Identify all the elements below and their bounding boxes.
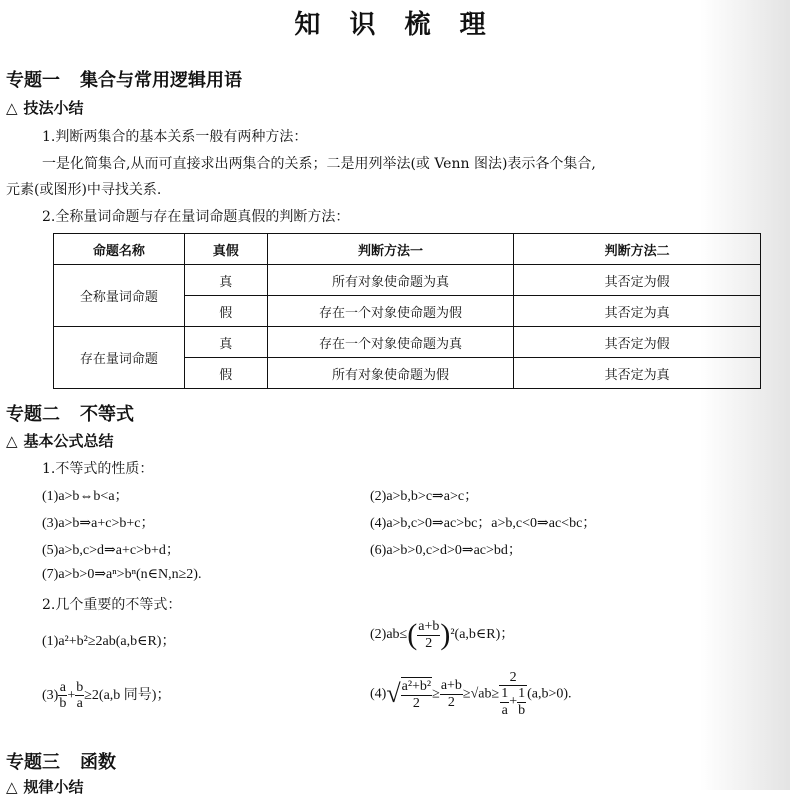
method-2-cell: 其否定为假 [514,265,761,296]
ineq4-sqrt-box [401,677,433,711]
topic-2-number: 专题二 [6,404,60,425]
truth-cell: 真 [184,265,267,296]
ineq4-ge-2: ≥√ab≥ [462,686,500,702]
topic-1-line-2: 一是化简集合,从而可直接求出两集合的关系；二是用列举法(或 Venn 图法)表示各个集合, [42,156,596,172]
header-method-2: 判断方法二 [514,234,761,265]
topic-3-sub-label: 规律小结 [23,778,84,796]
topic-2-name: 不等式 [80,404,134,425]
truth-cell: 假 [184,358,267,389]
triangle-icon: △ [6,99,18,117]
method-1-cell: 存在一个对象使命题为假 [267,296,514,327]
topic-3-subheading [6,776,84,797]
ineq4-hm-den [499,686,527,718]
method-1-cell: 所有对象使命题为假 [267,358,514,389]
ineq4-sq-den: 2 [412,695,420,711]
table-row [54,265,761,296]
ineq3-num-1: a [59,680,66,695]
property-5: (5)a>b,c>d⇒a+c>b+d； [42,543,180,558]
property-6: (6)a>b>0,c>d>0⇒ac>bd； [370,543,522,558]
topic-1-subheading [6,97,84,118]
ineq4-hm-plus: + [509,694,518,710]
ineq2-suffix: ²(a,b∈R)； [450,627,515,643]
ineq3-fraction-a [58,680,67,712]
property-2: (2)a>b,b>c⇒a>c； [370,489,479,504]
property-1: (1)a>b⇔b<a； [42,489,129,504]
ineq3-num-2: b [76,680,84,695]
topic-3-heading [6,748,116,774]
ineq2-prefix: (2)ab≤ [370,627,408,643]
ineq4-hm-d2n: 1 [518,686,526,702]
inequality-properties-heading: 1.不等式的性质： [42,461,154,477]
truth-cell: 假 [184,296,267,327]
important-inequalities-heading: 2.几个重要的不等式： [42,597,182,613]
ineq4-hm-num: 2 [499,670,527,686]
group-name: 存在量词命题 [54,327,185,389]
inequality-1: (1)a²+b²≥2ab(a,b∈R)； [42,634,176,649]
method-2-cell: 其否定为假 [514,327,761,358]
topic-3-name: 函数 [80,752,116,773]
ineq4-sq-num: a²+b² [401,679,432,695]
topic-2-subheading [6,430,114,451]
method-2-cell: 其否定为真 [514,358,761,389]
topic-3-number: 专题三 [6,752,60,773]
table-header-row [54,234,761,265]
ineq4-hm-frac-b [517,686,526,718]
ineq3-den-2: a [76,696,83,712]
ineq4-hm-d1n: 1 [501,686,509,702]
topic-2-sub-label: 基本公式总结 [23,432,114,450]
triangle-icon: △ [6,778,18,796]
property-3: (3)a>b⇒a+c>b+c； [42,516,155,531]
group-name: 全称量词命题 [54,265,185,327]
method-2-cell: 其否定为真 [514,296,761,327]
ineq4-ge-1: ≥ [432,686,440,702]
ineq4-suffix: (a,b>0). [527,686,572,702]
topic-1-heading [6,66,242,92]
ineq4-am-den: 2 [447,694,455,710]
topic-1-sub-label: 技法小结 [23,99,84,117]
method-1-cell: 存在一个对象使命题为真 [267,327,514,358]
topic-2-heading [6,400,134,426]
property-4: (4)a>b,c>0⇒ac>bc；a>b,c<0⇒ac<bc； [370,516,597,531]
topic-1-name: 集合与常用逻辑用语 [80,70,242,91]
ineq4-am-num: a+b [440,678,462,694]
ineq2-denominator: 2 [425,635,433,651]
topic-1-line-1: 1.判断两集合的基本关系一般有两种方法： [42,129,308,145]
table-row [54,327,761,358]
page-title: 知 识 梳 理 [294,10,496,40]
ineq4-quadratic-fraction [401,679,433,711]
ineq4-arith-fraction [440,678,463,710]
topic-1-line-3: 元素(或图形)中寻找关系. [6,182,162,198]
ineq3-fraction-b [75,680,84,712]
ineq4-hm-frac-a [500,686,509,718]
method-1-cell: 所有对象使命题为真 [267,265,514,296]
right-paren: ) [440,618,451,651]
proposition-table [53,233,761,389]
ineq4-harmonic-fraction [499,670,527,718]
left-paren: ( [407,618,418,651]
header-truth: 真假 [184,234,267,265]
inequality-3 [42,680,170,712]
ineq3-plus: + [67,688,76,704]
header-method-1: 判断方法一 [267,234,514,265]
triangle-icon: △ [6,432,18,450]
property-7: (7)a>b>0⇒aⁿ>bⁿ(n∈N,n≥2). [42,567,202,582]
inequality-2 [370,618,514,652]
truth-cell: 真 [184,327,267,358]
ineq3-suffix: ≥2(a,b 同号)； [84,688,171,704]
topic-1-line-4: 2.全称量词命题与存在量词命题真假的判断方法： [42,209,350,225]
sqrt-icon: √ [386,679,401,709]
ineq4-prefix: (4) [370,686,387,702]
ineq2-numerator: a+b [418,619,440,635]
header-proposition-name: 命题名称 [54,234,185,265]
page-edge-shadow [700,0,790,790]
ineq4-hm-d1d: a [501,702,508,718]
ineq2-fraction [417,619,440,651]
ineq3-prefix: (3) [42,688,59,704]
ineq3-den-1: b [59,696,67,712]
topic-1-number: 专题一 [6,70,60,91]
ineq4-hm-d2d: b [518,702,526,718]
inequality-4 [370,670,572,718]
